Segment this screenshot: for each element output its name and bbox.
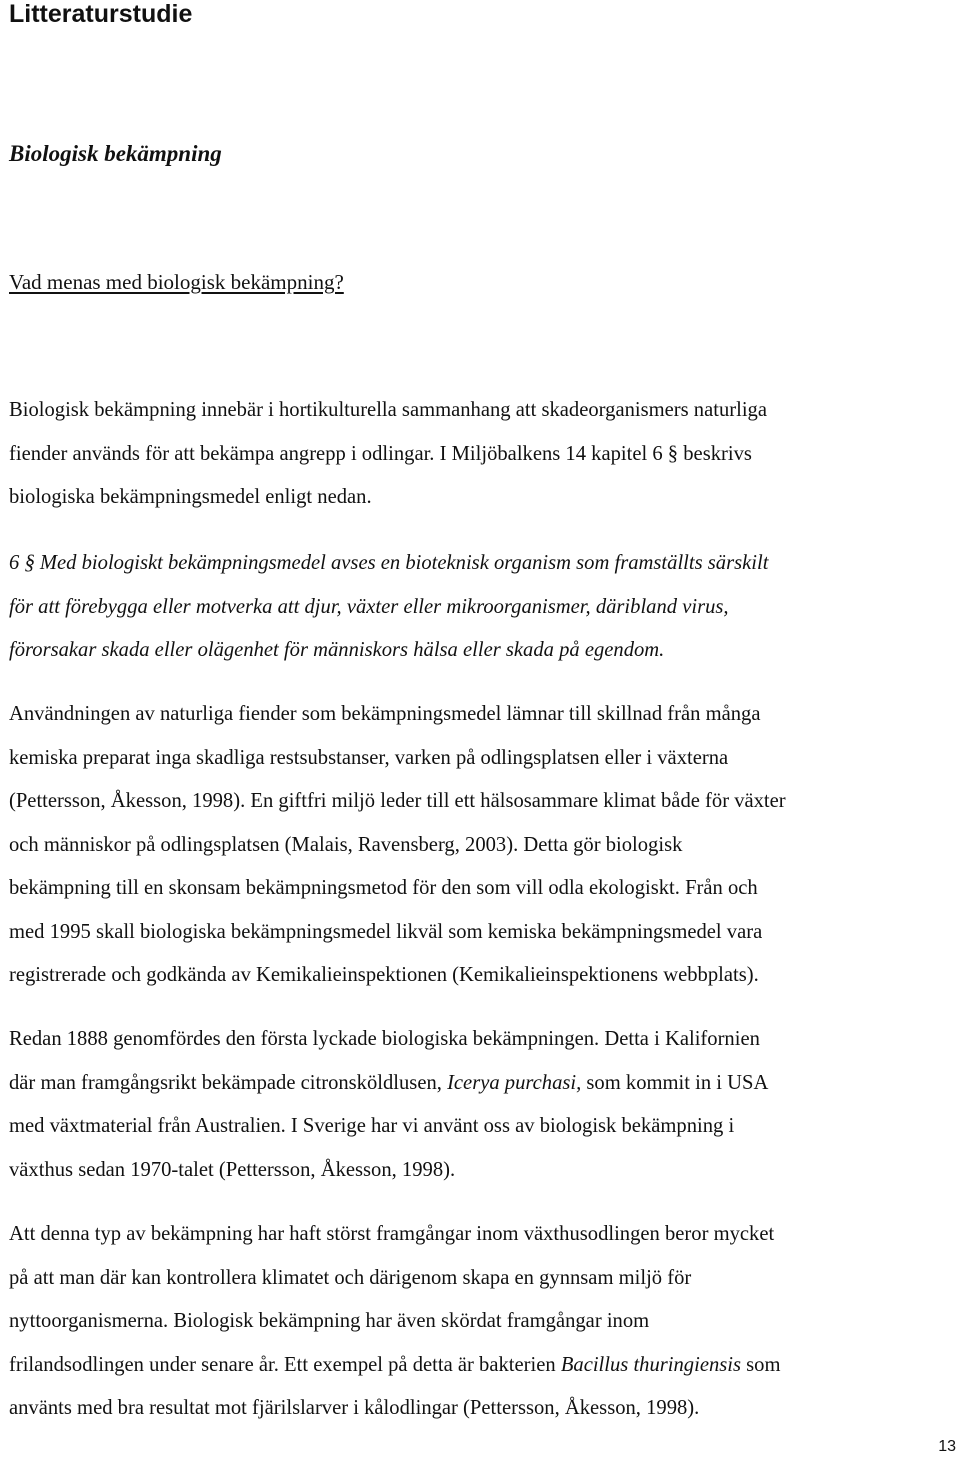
question-heading: Vad menas med biologisk bekämpning? bbox=[9, 270, 344, 294]
text-line: och människor på odlingsplatsen (Malais, Ravensberg, 2003). Detta gör biologisk bbox=[9, 833, 683, 856]
species-name: Icerya purchasi, bbox=[447, 1071, 582, 1094]
text-line: med 1995 skall biologiska bekämpningsmedel likväl som kemiska bekämpningsmedel vara bbox=[9, 920, 763, 943]
text-line: Redan 1888 genomfördes den första lyckade biologiska bekämpningen. Detta i Kalifornien bbox=[9, 1028, 760, 1050]
paragraph-history bbox=[9, 1018, 949, 1192]
text-line bbox=[9, 1344, 949, 1388]
section-heading: Biologisk bekämpning bbox=[9, 141, 222, 166]
text-line: nyttoorganismerna. Biologisk bekämpning har även skördat framgångar inom bbox=[9, 1310, 650, 1332]
text-line: växthus sedan 1970-talet (Pettersson, Åkesson, 1998). bbox=[9, 1158, 456, 1181]
text-line: använts med bra resultat mot fjärilslarver i kålodlingar (Pettersson, Åkesson, 1998). bbox=[9, 1397, 700, 1419]
text-line: kemiska preparat inga skadliga restsubstanser, varken på odlingsplatsen eller i växterna bbox=[9, 746, 729, 769]
paragraph-success bbox=[9, 1213, 949, 1431]
page-number: 13 bbox=[938, 1438, 956, 1455]
paragraph-benefits bbox=[9, 693, 949, 998]
text-line: 6 § Med biologiskt bekämpningsmedel avses en bioteknisk organism som framställts särskilt bbox=[9, 552, 769, 574]
text-segment: som kommit in i USA bbox=[581, 1071, 769, 1094]
text-line: biologiska bekämpningsmedel enligt nedan. bbox=[9, 486, 372, 508]
text-line: Användningen av naturliga fiender som bekämpningsmedel lämnar till skillnad från många bbox=[9, 703, 761, 725]
text-line: med växtmaterial från Australien. I Sverige har vi använt oss av biologisk bekämpning i bbox=[9, 1115, 735, 1137]
paragraph-definition bbox=[9, 389, 949, 520]
text-segment: där man framgångsrikt bekämpade citronsköldlusen, bbox=[9, 1071, 448, 1094]
text-line: registrerade och godkända av Kemikalieinspektionen (Kemikalieinspektionens webbplats). bbox=[9, 964, 759, 986]
text-segment: frilandsodlingen under senare år. Ett exempel på detta är bakterien bbox=[9, 1353, 561, 1376]
text-line: Biologisk bekämpning innebär i hortikulturella sammanhang att skadeorganismers naturliga bbox=[9, 399, 767, 421]
text-segment: som bbox=[741, 1353, 781, 1376]
text-line: fiender används för att bekämpa angrepp i odlingar. I Miljöbalkens 14 kapitel 6 § beskrivs bbox=[9, 442, 752, 465]
text-line: bekämpning till en skonsam bekämpningsmetod för den som vill odla ekologiskt. Från och bbox=[9, 877, 758, 899]
text-line: på att man där kan kontrollera klimatet och därigenom skapa en gynnsam miljö för bbox=[9, 1266, 692, 1289]
text-line: förorsakar skada eller olägenhet för människors hälsa eller skada på egendom. bbox=[9, 639, 665, 661]
species-name: Bacillus thuringiensis bbox=[560, 1353, 742, 1376]
text-line: Att denna typ av bekämpning har haft störst framgångar inom växthusodlingen beror mycket bbox=[9, 1223, 775, 1245]
page-title: Litteraturstudie bbox=[9, 0, 193, 28]
legal-quote bbox=[9, 542, 949, 673]
text-line: (Pettersson, Åkesson, 1998). En giftfri miljö leder till ett hälsosammare klimat både för växter bbox=[9, 790, 786, 812]
text-line: för att förebygga eller motverka att djur, växter eller mikroorganismer, däribland virus, bbox=[9, 595, 729, 618]
text-line bbox=[9, 1062, 949, 1106]
